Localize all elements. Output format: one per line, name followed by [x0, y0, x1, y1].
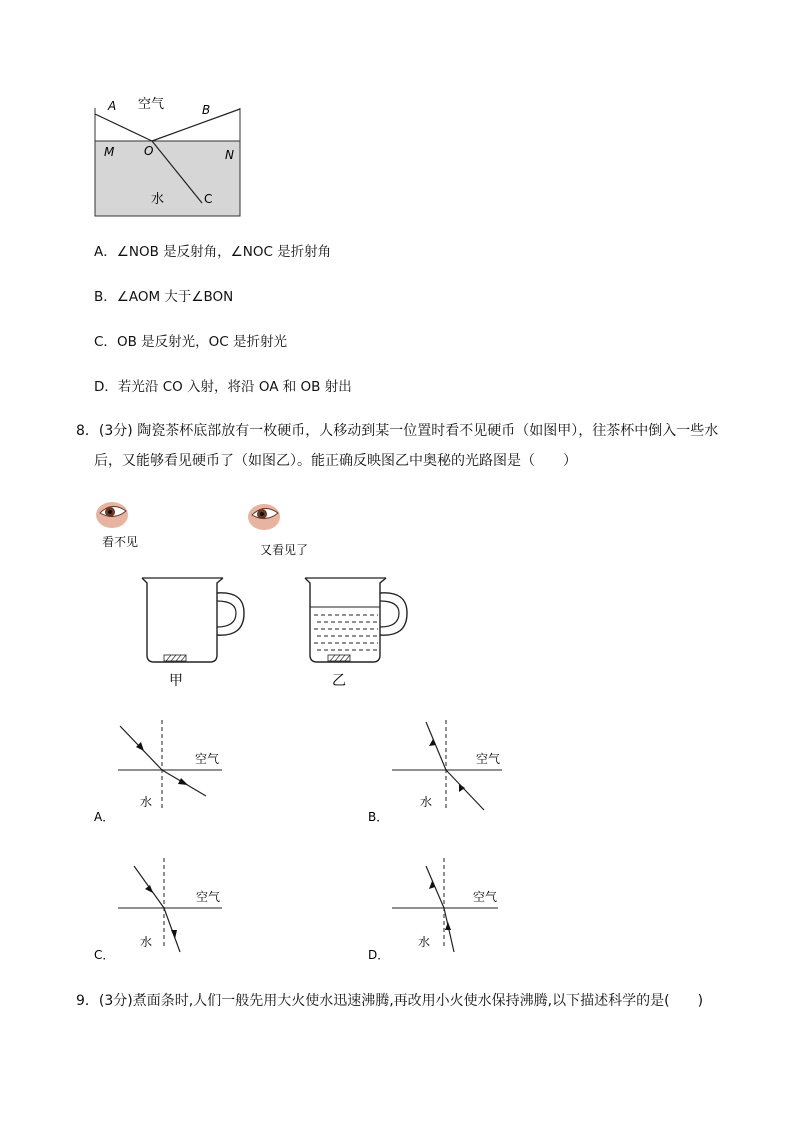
reflection-refraction-figure	[88, 92, 248, 222]
ray-lower	[446, 770, 484, 810]
eye-caption-left: 看不见	[102, 535, 139, 549]
q8-choice-a-diagram[interactable]	[92, 718, 232, 828]
choice-letter: A．	[94, 810, 115, 824]
cup-name-yi: 乙	[332, 673, 346, 689]
label-O: O	[144, 144, 154, 158]
arrow-head	[171, 930, 177, 939]
q7-option-c[interactable]: C．OB 是反射光，OC 是折射光	[94, 334, 287, 350]
water-region	[95, 141, 240, 216]
label-N: N	[225, 148, 234, 162]
eye-icon	[96, 502, 128, 528]
arrow-head	[459, 784, 465, 792]
label-water: 水	[140, 935, 153, 949]
label-water: 水	[418, 935, 431, 949]
label-C: C	[204, 192, 213, 206]
label-water: 水	[420, 795, 433, 809]
cup-figures	[92, 495, 422, 695]
label-water: 水	[151, 192, 165, 207]
label-water: 水	[140, 795, 153, 809]
label-B: B	[202, 103, 211, 117]
choice-letter: C．	[94, 948, 115, 962]
q7-option-b[interactable]: B．∠AOM 大于∠BON	[94, 289, 234, 305]
arrow-head	[145, 885, 153, 893]
label-air: 空气	[476, 752, 501, 766]
q8-choice-d-diagram[interactable]	[366, 856, 516, 966]
choice-letter: D．	[368, 948, 390, 962]
label-A: A	[108, 99, 117, 113]
arrow-head	[178, 778, 188, 785]
q8-choice-c-diagram[interactable]	[92, 856, 232, 966]
arrow-head	[445, 922, 451, 930]
label-air: 空气	[138, 97, 165, 112]
q9-stem: 9．(3分)煮面条时,人们一般先用大火使水迅速沸腾,再改用小火使水保持沸腾,以下描述科学的是( )	[76, 993, 704, 1009]
choice-letter: B．	[368, 810, 389, 824]
cup-jia	[142, 578, 244, 662]
ray-OB	[152, 109, 240, 141]
cup-name-jia: 甲	[169, 673, 183, 689]
ray-OA	[95, 114, 152, 141]
q8-choice-b-diagram[interactable]	[366, 718, 516, 828]
cup-yi	[305, 578, 407, 662]
q8-stem-line1: 8．(3分) 陶瓷茶杯底部放有一枚硬币，人移动到某一位置时看不见硬币（如图甲），往茶杯中倒入一些水	[76, 423, 719, 439]
eye-caption-right: 又看见了	[260, 543, 309, 557]
eye-icon	[248, 504, 280, 530]
label-air: 空气	[195, 752, 220, 766]
label-M: M	[104, 145, 115, 159]
q7-option-a[interactable]: A．∠NOB 是反射角，∠NOC 是折射角	[94, 244, 332, 260]
q7-option-d[interactable]: D．若光沿 CO 入射，将沿 OA 和 OB 射出	[94, 379, 352, 395]
label-air: 空气	[473, 890, 498, 904]
q8-stem-line2: 后，又能够看见硬币了（如图乙）。能正确反映图乙中奥秘的光路图是（ ）	[94, 453, 577, 469]
label-air: 空气	[196, 890, 221, 904]
